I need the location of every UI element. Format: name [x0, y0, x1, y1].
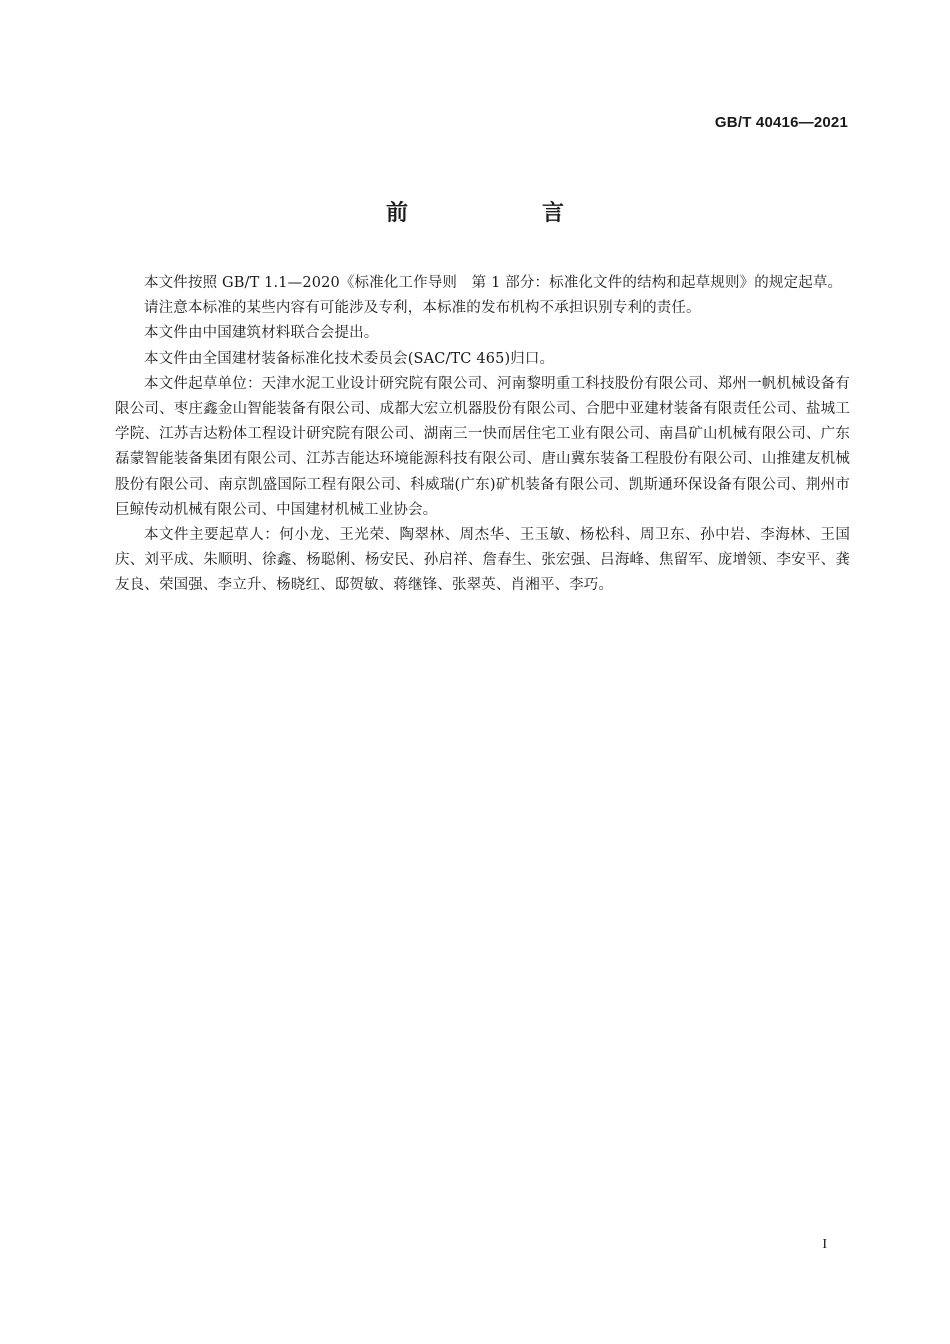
page-title: 前 言: [385, 201, 620, 226]
paragraph-patent-notice: 请注意本标准的某些内容有可能涉及专利，本标准的发布机构不承担识别专利的责任。: [144, 300, 701, 317]
page-number: I: [822, 1237, 827, 1252]
paragraph-drafting-rules: 本文件按照 GB/T 1.1—2020《标准化工作导则 第 1 部分：标准化文件的结构和起草规则》的规定起草。: [144, 275, 843, 291]
standard-code: GB/T 40416—2021: [714, 114, 848, 131]
paragraph-committee: 本文件由全国建材装备标准化技术委员会(SAC/TC 465)归口。: [144, 350, 555, 367]
paragraph-proposer: 本文件由中国建筑材料联合会提出。: [144, 325, 379, 342]
foreword-body: [115, 271, 850, 599]
paragraph-drafters: 本文件主要起草人：何小龙、王光荣、陶翠林、周杰华、王玉敏、杨松科、周卫东、孙中岩、李海林、王国庆、刘平成、朱顺明、徐鑫、杨聪俐、杨安民、孙启祥、詹春生、张宏强、吕海峰、焦留军、庞增领、李安平、龚友良、荣国强、李立升、杨晓红、邸贺敏、蒋继锋、张翠英、肖湘平、李巧。: [115, 527, 850, 594]
paragraph-drafting-units: 本文件起草单位：天津水泥工业设计研究院有限公司、河南黎明重工科技股份有限公司、郑州一帆机械设备有限公司、枣庄鑫金山智能装备有限公司、成都大宏立机器股份有限公司、合肥中亚建材装备有限责任公司、盐城工学院、江苏吉达粉体工程设计研究院有限公司、湖南三一快而居住宅工业有限公司、南昌矿山机械有限公司、广东磊蒙智能装备集团有限公司、江苏吉能达环境能源科技有限公司、唐山冀东装备工程股份有限公司、山推建友机械股份有限公司、南京凯盛国际工程有限公司、科威瑞(广东)矿机装备有限公司、凯斯通环保设备有限公司、荆州市巨鲸传动机械有限公司、中国建材机械工业协会。: [115, 375, 850, 518]
